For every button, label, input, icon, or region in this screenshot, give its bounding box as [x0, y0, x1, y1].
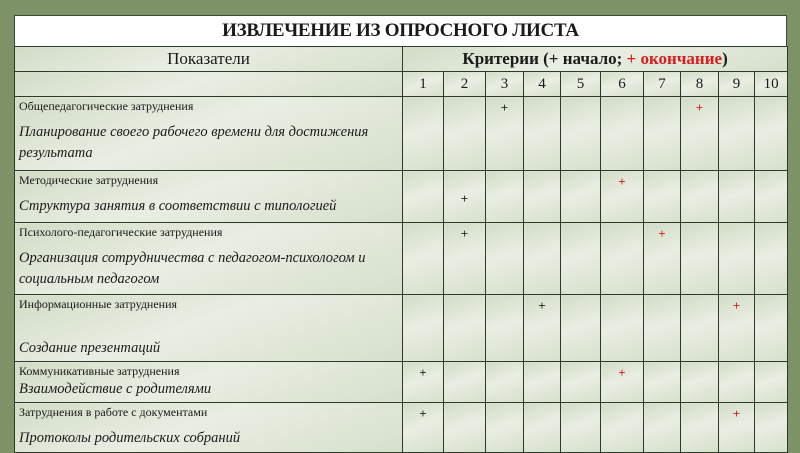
item-label: Планирование своего рабочего времени для достижения результата: [19, 124, 369, 161]
column-number-1: 1: [403, 72, 444, 97]
column-number-9: 9: [719, 72, 755, 97]
criteria-table: [14, 46, 788, 453]
indicator-cell: [15, 97, 403, 171]
indicators-header: Показатели: [15, 47, 403, 72]
criterion-cell[interactable]: [486, 223, 524, 295]
category-label: Информационные затруднения: [19, 297, 178, 311]
column-number-5: 5: [561, 72, 601, 97]
category-label: Затруднения в работе с документами: [19, 405, 208, 419]
end-mark-icon: +: [618, 174, 626, 189]
criterion-cell[interactable]: [719, 403, 755, 453]
criterion-cell[interactable]: [444, 171, 486, 223]
table-row: [15, 97, 788, 171]
column-number-8: 8: [681, 72, 719, 97]
start-mark-icon: +: [419, 365, 427, 380]
criterion-cell[interactable]: [524, 171, 561, 223]
criterion-cell[interactable]: [681, 171, 719, 223]
indicator-cell: [15, 403, 403, 453]
criterion-cell[interactable]: [444, 403, 486, 453]
end-mark-icon: +: [732, 406, 741, 421]
category-label: Коммуникативные затруднения: [19, 364, 180, 378]
item-label: Взаимодействие с родителями: [19, 381, 212, 397]
criterion-cell[interactable]: [719, 223, 755, 295]
table-row: [15, 362, 788, 403]
start-mark-icon: +: [460, 191, 469, 206]
criterion-cell[interactable]: [681, 97, 719, 171]
criterion-cell[interactable]: [524, 362, 561, 403]
criterion-cell[interactable]: [561, 403, 601, 453]
criterion-cell[interactable]: [524, 403, 561, 453]
column-number-7: 7: [644, 72, 681, 97]
end-mark-icon: +: [658, 226, 666, 241]
criterion-cell[interactable]: [561, 171, 601, 223]
criterion-cell[interactable]: [755, 97, 788, 171]
criterion-cell[interactable]: [719, 97, 755, 171]
criterion-cell[interactable]: [403, 223, 444, 295]
criterion-cell[interactable]: [403, 171, 444, 223]
criterion-cell[interactable]: [644, 362, 681, 403]
item-label: Организация сотрудничества с педагогом-психологом и социальным педагогом: [19, 250, 366, 287]
item-label: Структура занятия в соответствии с типологией: [19, 198, 337, 214]
indicator-cell: [15, 362, 403, 403]
criterion-cell[interactable]: [486, 171, 524, 223]
criterion-cell[interactable]: [644, 295, 681, 362]
item-label: Протоколы родительских собраний: [19, 430, 241, 446]
criterion-cell[interactable]: [444, 295, 486, 362]
column-number-4: 4: [524, 72, 561, 97]
start-mark-icon: +: [419, 406, 427, 421]
table-row: [15, 403, 788, 453]
indicator-cell: [15, 171, 403, 223]
criterion-cell[interactable]: [644, 403, 681, 453]
category-label: Психолого-педагогические затруднения: [19, 225, 223, 239]
criterion-cell[interactable]: [486, 97, 524, 171]
criterion-cell[interactable]: [681, 223, 719, 295]
criterion-cell[interactable]: [681, 295, 719, 362]
start-mark-icon: +: [538, 298, 546, 313]
category-label: Общепедагогические затруднения: [19, 99, 194, 113]
criterion-cell[interactable]: [524, 97, 561, 171]
criterion-cell[interactable]: [681, 362, 719, 403]
end-mark-icon: +: [618, 365, 626, 380]
criteria-header: [403, 47, 788, 72]
criterion-cell[interactable]: [561, 362, 601, 403]
criteria-end-label: + окончание: [626, 49, 723, 68]
criterion-cell[interactable]: [524, 295, 561, 362]
criterion-cell[interactable]: [403, 403, 444, 453]
end-mark-icon: +: [695, 100, 704, 115]
criterion-cell[interactable]: [755, 223, 788, 295]
criterion-cell[interactable]: [601, 362, 644, 403]
criterion-cell[interactable]: [444, 223, 486, 295]
criterion-cell[interactable]: [644, 171, 681, 223]
criterion-cell[interactable]: [681, 403, 719, 453]
column-number-6: 6: [601, 72, 644, 97]
criterion-cell[interactable]: [719, 171, 755, 223]
criterion-cell[interactable]: [755, 403, 788, 453]
criterion-cell[interactable]: [719, 362, 755, 403]
criterion-cell[interactable]: [601, 223, 644, 295]
start-mark-icon: +: [460, 226, 469, 241]
item-label: Создание презентаций: [19, 340, 161, 356]
criterion-cell[interactable]: [755, 171, 788, 223]
criterion-cell[interactable]: [644, 97, 681, 171]
criteria-suffix: ): [722, 49, 728, 68]
end-mark-icon: +: [732, 298, 741, 313]
criterion-cell[interactable]: [561, 223, 601, 295]
criterion-cell[interactable]: [444, 362, 486, 403]
criterion-cell[interactable]: [486, 362, 524, 403]
criterion-cell[interactable]: [719, 295, 755, 362]
table-row: [15, 223, 788, 295]
category-label: Методические затруднения: [19, 173, 159, 187]
criterion-cell[interactable]: [601, 97, 644, 171]
survey-sheet: [14, 15, 787, 453]
criterion-cell[interactable]: [444, 97, 486, 171]
indicator-cell: [15, 295, 403, 362]
column-number-3: 3: [486, 72, 524, 97]
start-mark-icon: +: [500, 100, 509, 115]
indicator-cell: [15, 223, 403, 295]
criterion-cell[interactable]: [601, 295, 644, 362]
criterion-cell[interactable]: [403, 362, 444, 403]
criterion-cell[interactable]: [755, 362, 788, 403]
criterion-cell[interactable]: [561, 295, 601, 362]
column-number-2: 2: [444, 72, 486, 97]
table-row: [15, 295, 788, 362]
blank-header-cell: [15, 72, 403, 97]
table-row: [15, 171, 788, 223]
criterion-cell[interactable]: [755, 295, 788, 362]
criterion-cell[interactable]: [486, 295, 524, 362]
column-number-10: 10: [755, 72, 788, 97]
criterion-cell[interactable]: [644, 223, 681, 295]
criterion-cell[interactable]: [601, 403, 644, 453]
page-title: ИЗВЛЕЧЕНИЕ ИЗ ОПРОСНОГО ЛИСТА: [14, 15, 787, 46]
criteria-start-label: Критерии (+ начало;: [462, 49, 627, 68]
criterion-cell[interactable]: [486, 403, 524, 453]
criterion-cell[interactable]: [403, 97, 444, 171]
criterion-cell[interactable]: [601, 171, 644, 223]
criterion-cell[interactable]: [524, 223, 561, 295]
criterion-cell[interactable]: [403, 295, 444, 362]
criterion-cell[interactable]: [561, 97, 601, 171]
